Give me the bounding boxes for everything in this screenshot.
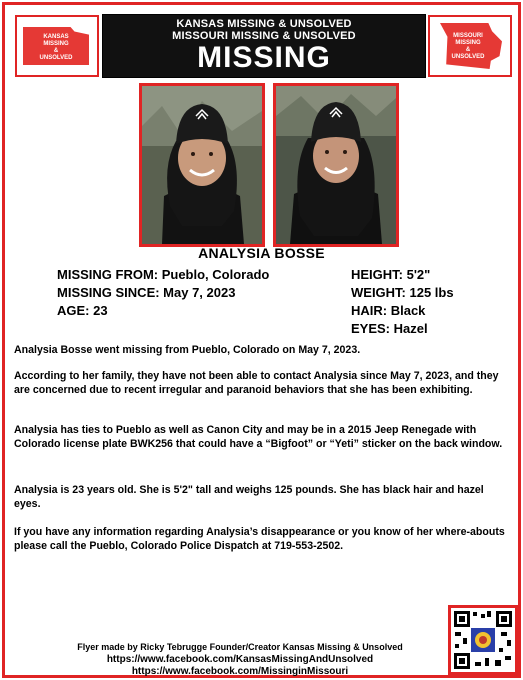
missing-from: MISSING FROM: Pueblo, Colorado — [57, 267, 270, 282]
flyer-credit: Flyer made by Ricky Tebrugge Founder/Creator Kansas Missing & Unsolved — [77, 642, 403, 652]
weight: WEIGHT: 125 lbs — [351, 285, 454, 300]
eyes: EYES: Hazel — [351, 321, 428, 336]
banner-line-kansas: KANSAS MISSING & UNSOLVED — [176, 18, 352, 30]
banner-line-missouri: MISSOURI MISSING & UNSOLVED — [172, 30, 356, 42]
header-banner — [102, 14, 426, 78]
missouri-logo-icon — [428, 15, 512, 77]
person-photo-1 — [139, 83, 265, 247]
contact-paragraph: If you have any information regarding Analysia’s disappearance or you know of her where-abouts please call the Pueblo, Colorado Police Dispatch at 719-553-2502. — [14, 526, 505, 552]
person-name: ANALYSIA BOSSE — [198, 245, 325, 261]
missouri-logo-text: MISSOURI MISSING & UNSOLVED — [451, 33, 485, 60]
facebook-link-missouri[interactable]: https://www.facebook.com/MissinginMissouri — [131, 666, 349, 677]
description-paragraph: Analysia has ties to Pueblo as well as Canon City and may be in a 2015 Jeep Renegade with Colorado license plate BWK256 that could have a “Bigfoot” or “Yeti” sticker on the back window. — [14, 424, 503, 450]
kansas-logo-text: KANSAS MISSING & UNSOLVED — [39, 34, 73, 61]
height: HEIGHT: 5'2" — [351, 267, 431, 282]
description-paragraph: According to her family, they have not been able to contact Analysia since May 7, 2023, and they are concerned due to recent irregular and paranoid behaviors that she has been exhibiting. — [14, 370, 499, 396]
person-photo-2 — [273, 83, 399, 247]
age: AGE: 23 — [57, 303, 108, 318]
kansas-logo-icon — [15, 15, 99, 77]
hair: HAIR: Black — [351, 303, 426, 318]
missing-title: MISSING — [197, 41, 331, 74]
facebook-link-kansas[interactable]: https://www.facebook.com/KansasMissingAndUnsolved — [106, 654, 374, 665]
description-paragraph: Analysia Bosse went missing from Pueblo, Colorado on May 7, 2023. — [14, 344, 361, 356]
qr-code-icon[interactable] — [448, 605, 518, 675]
missing-person-flyer — [2, 2, 521, 678]
missing-since: MISSING SINCE: May 7, 2023 — [57, 285, 236, 300]
description-paragraph: Analysia is 23 years old. She is 5'2" tall and weighs 125 pounds. She has black hair and hazel eyes. — [14, 484, 484, 510]
